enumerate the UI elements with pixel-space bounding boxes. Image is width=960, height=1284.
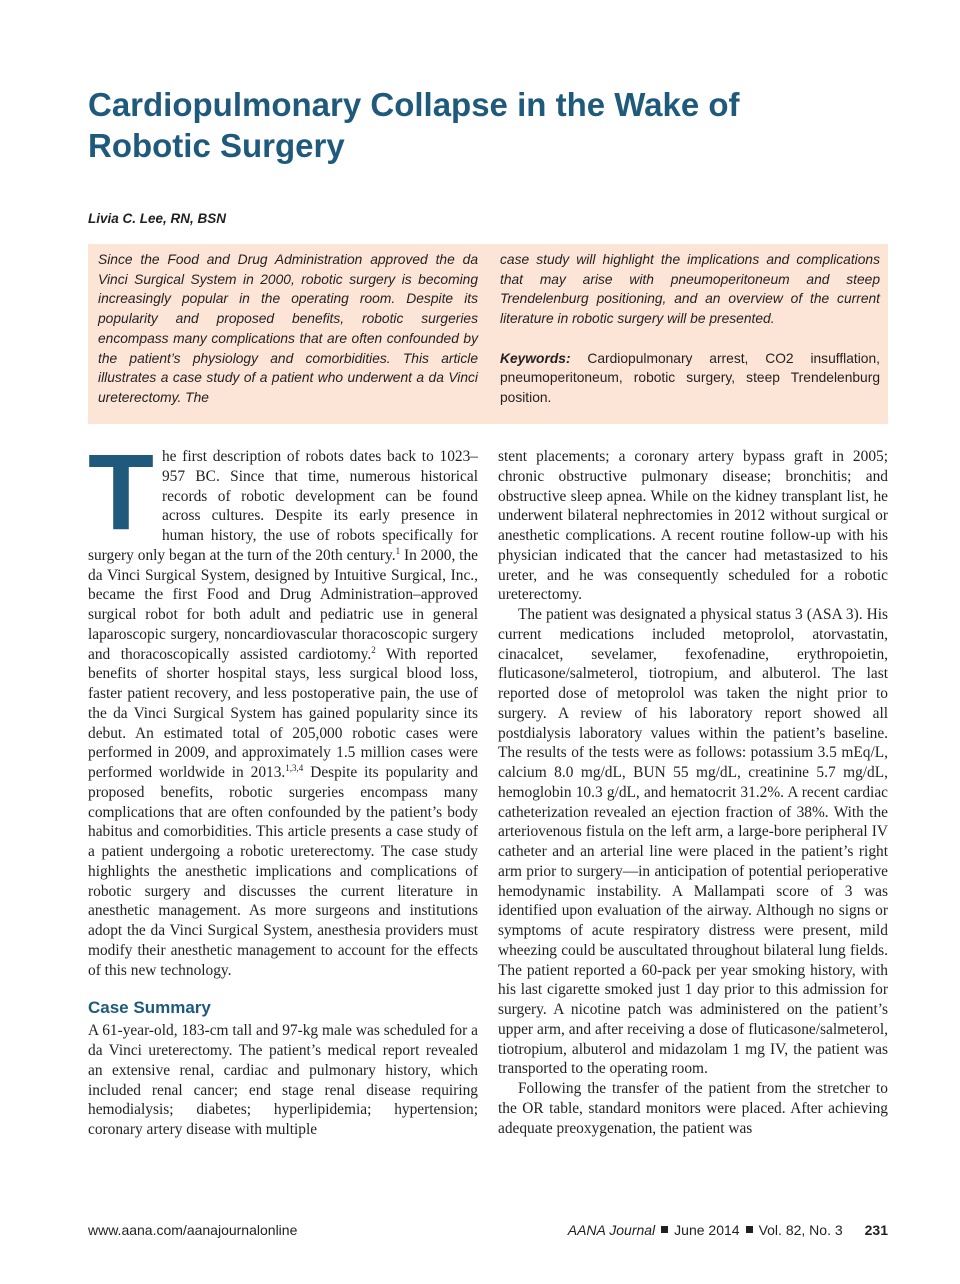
citation-ref: 1,3,4 — [285, 762, 304, 773]
issue-volume: Vol. 82, No. 3 — [758, 1222, 843, 1238]
body-left-column — [88, 431, 478, 1140]
section-heading-case-summary: Case Summary — [88, 998, 211, 1018]
citation-ref: 1 — [395, 545, 401, 556]
intro-text-4: Despite its popularity and proposed benefits, robotic surgeries encompass many complications that are often confounded by the patient’s body habitus and comorbidities. This article presents a case study of a patient undergoing a robotic ureterectomy. The case study highlights the anesthetic implications and complications of robotic surgery and discusses the current literature in anesthetic management. As more surgeons and institutions adopt the da Vinci Surgical System, anesthesia providers must modify their anesthetic management to account for the effects of this new technology. — [88, 764, 478, 979]
intro-text-3: With reported benefits of shorter hospital stays, less surgical blood loss, faster patient recovery, and less postoperative pain, the use of the da Vinci Surgical System has gained popularity since its debut. An estimated total of 205,000 robotic cases were performed in 2009, and approximately 1.5 million cases were performed worldwide in 2013. — [88, 645, 478, 781]
anesthesia-induction-paragraph: Following the transfer of the patient from the stretcher to the OR table, standard monitors were placed. After achieving adequate preoxygenation, the patient was — [498, 1080, 888, 1137]
abstract-text-part-2: case study will highlight the implications and complications that may arise with pneumoperitoneum and steep Trendelenburg positioning, and an overview of the current literature in robotic surgery will be presented. — [500, 252, 880, 327]
abstract-left-column — [98, 250, 478, 408]
preoperative-assessment-paragraph: The patient was designated a physical status 3 (ASA 3). His current medications included metoprolol, atorvastatin, cinacalcet, sevelamer, fexofenadine, erythropoietin, fluticasone/salmeterol, tiotropium, and albuterol. The last reported dose of metoprolol was taken the night prior to surgery. A review of his laboratory report showed all postdialysis laboratory values within the patient’s baseline. The results of the tests were as follows: potassium 3.5 mEq/L, calcium 8.0 mg/dL, BUN 55 mg/dL, creatinine 5.7 mg/dL, hemoglobin 10.3 g/dL, and hematocrit 31.2%. A recent cardiac catheterization revealed an ejection fraction of 38%. With the arteriovenous fistula on the left arm, a large-bore peripheral IV catheter and an arterial line were placed in the patient’s right arm prior to surgery—in anticipation of potential perioperative hemodynamic instability. A Mallampati score of 3 was identified upon evaluation of the airway. Although no signs or symptoms of acute respiratory distress were present, mild wheezing could be auscultated throughout bilateral lung fields. The patient reported a 60-pack per year smoking history, with his last cigarette smoked just 1 day prior to this admission for surgery. A nicotine patch was administered on the patient’s upper arm, and after receiving a dose of fluticasone/salmeterol, tiotropium, albuterol and midazolam 1 mg IV, the patient was transported to the operating room. — [498, 606, 888, 1078]
author-byline: Livia C. Lee, RN, BSN — [88, 211, 227, 226]
page-footer — [88, 1222, 888, 1242]
drop-cap: T — [88, 431, 154, 552]
keywords-list: Cardiopulmonary arrest, CO2 insufflation, pneumoperitoneum, robotic surgery, steep Trendelenburg position. — [500, 350, 880, 405]
case-history-paragraph: stent placements; a coronary artery bypass graft in 2005; chronic obstructive pulmonary disease; bronchitis; and obstructive sleep apnea. While on the kidney transplant list, he underwent bilateral nephrectomies in 2012 without surgical or anesthetic complications. A recent routine follow-up with his physician indicated that the cancer had metastasized to his ureter, and he was consequently scheduled for a robotic ureterectomy. — [498, 448, 888, 604]
intro-paragraph — [88, 431, 478, 980]
case-summary-paragraph: A 61-year-old, 183-cm tall and 97-kg male was scheduled for a da Vinci ureterectomy. The patient’s medical report revealed an extensive renal, cardiac and pulmonary history, which included renal cancer; end stage renal disease requiring hemodialysis; diabetes; hyperlipidemia; hypertension; coronary artery disease with multiple — [88, 1022, 478, 1138]
body-right-column — [498, 447, 888, 1138]
intro-text-2: In 2000, the da Vinci Surgical System, designed by Intuitive Surgical, Inc., became the first Food and Drug Administration–approved surgical robot for both adult and pediatric use in general laparoscopic surgery, noncardiovascular thoracoscopic surgery and thoracoscopically assisted cardiotomy. — [88, 546, 478, 663]
page-number: 231 — [864, 1222, 888, 1238]
square-bullet-icon — [746, 1226, 753, 1233]
article-title: Cardiopulmonary Collapse in the Wake of Robotic Surgery — [88, 86, 740, 164]
journal-url: www.aana.com/aanajournalonline — [88, 1222, 298, 1238]
intro-text-1: he first description of robots dates back to 1023–957 BC. Since that time, numerous historical records of robotic development can be found across cultures. Despite its early presence in human history, the use of robots specifically for surgery only began at the turn of the 20th century. — [88, 448, 478, 564]
abstract-box — [88, 244, 888, 424]
keywords-label: Keywords: — [500, 350, 571, 366]
abstract-text-part-1: Since the Food and Drug Administration approved the da Vinci Surgical System in 2000, robotic surgery is becoming increasingly popular in the operating room. Despite its popularity and proposed benefits, robotic surgeries encompass many complications that are often confounded by the patient’s physiology and comorbidities. This article illustrates a case study of a patient who underwent a da Vinci ureterectomy. The — [98, 252, 478, 405]
journal-info — [568, 1222, 888, 1238]
keywords-line — [500, 349, 880, 408]
square-bullet-icon — [661, 1226, 668, 1233]
issue-date: June 2014 — [674, 1222, 740, 1238]
journal-name: AANA Journal — [567, 1222, 656, 1238]
citation-ref: 2 — [371, 644, 376, 655]
abstract-right-column — [500, 250, 880, 408]
